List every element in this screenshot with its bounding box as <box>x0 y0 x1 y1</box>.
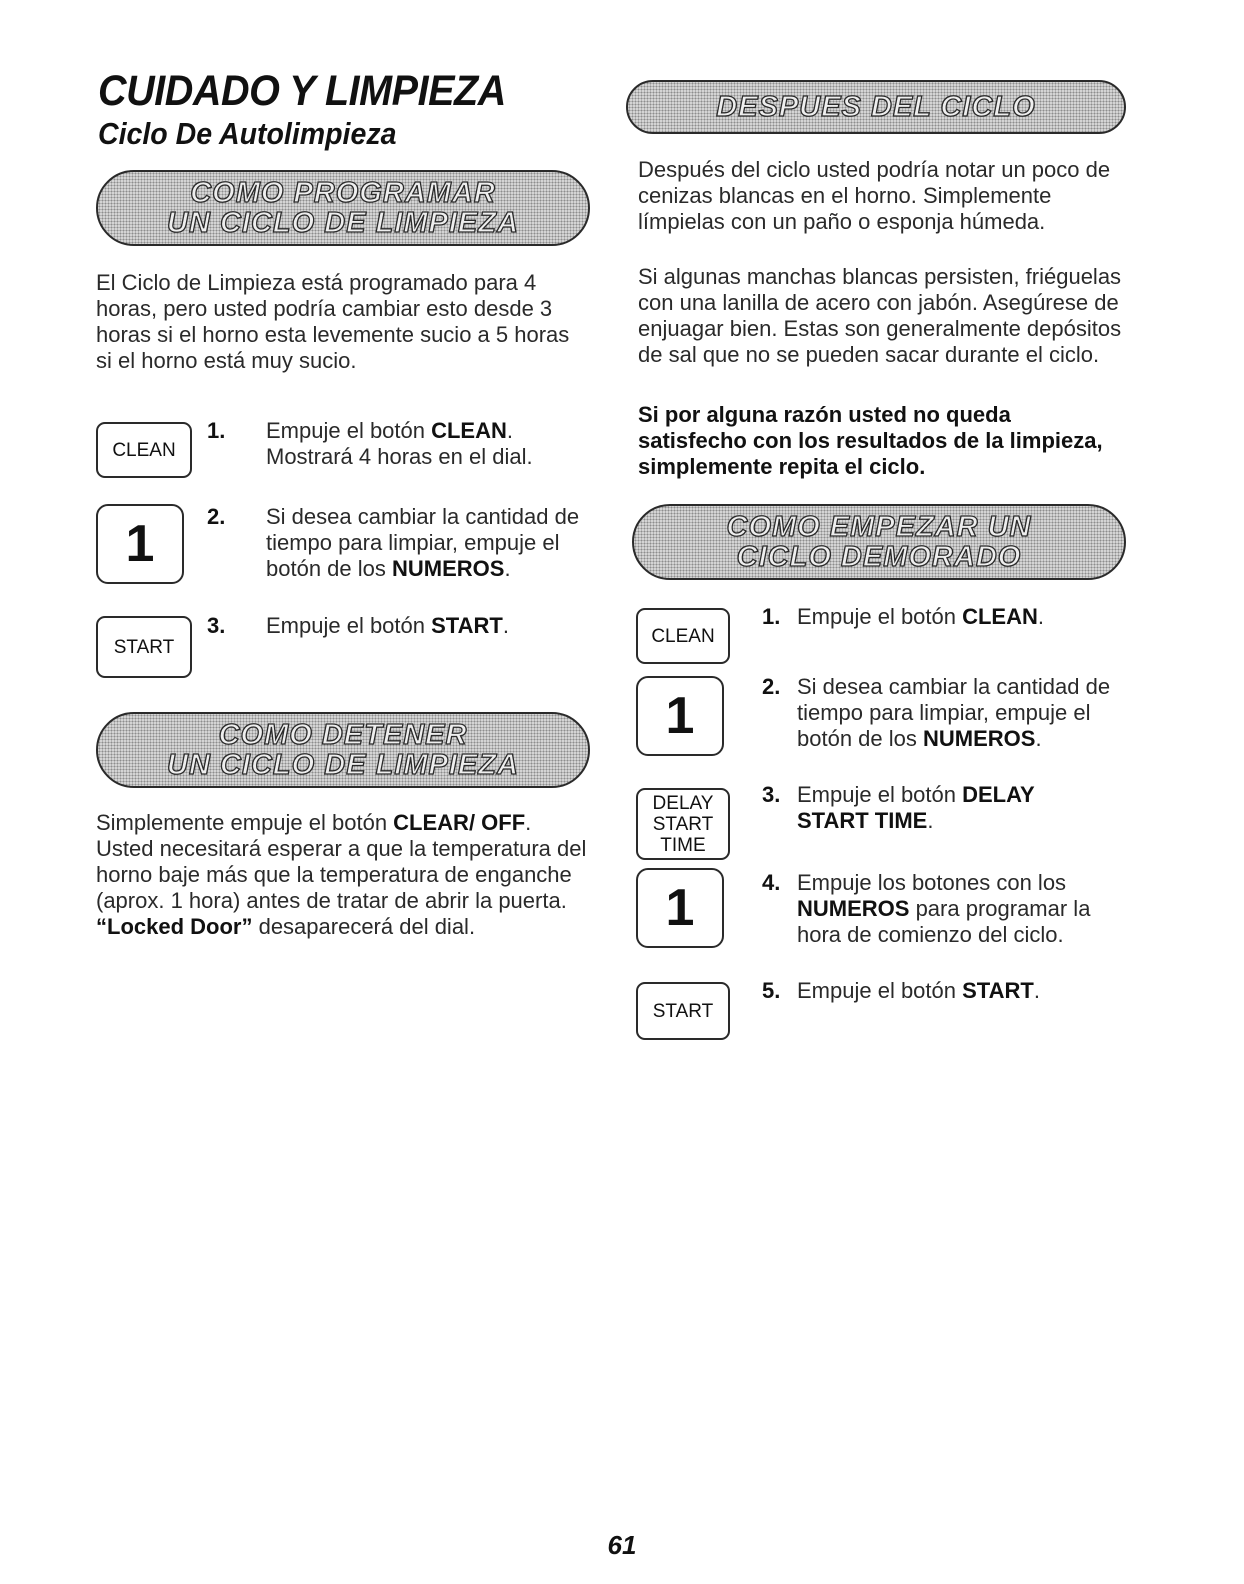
clean-key-icon: CLEAN <box>96 422 192 478</box>
step-text: Empuje el botón START. <box>266 613 509 638</box>
step-number: 1. <box>762 604 781 629</box>
program-banner-line1: COMO PROGRAMAR <box>190 177 496 209</box>
step-text: Empuje el botón START. <box>797 978 1040 1003</box>
step-number: 2. <box>207 504 226 529</box>
stop-banner-line1: COMO DETENER <box>218 719 468 751</box>
after-cycle-banner <box>626 80 1126 134</box>
delay-key-line1: DELAY <box>652 792 714 814</box>
step-number: 5. <box>762 978 781 1003</box>
step-number: 4. <box>762 870 781 895</box>
program-intro-text: El Ciclo de Limpieza está programado para 4 horas, pero usted podría cambiar esto desde 3 horas si el horno esta levemente sucio a 5 horas si el horno está muy sucio. <box>96 270 570 373</box>
stop-banner-line2: UN CICLO DE LIMPIEZA <box>167 749 519 781</box>
step-number: 3. <box>762 782 781 807</box>
after-banner-line1: DESPUES DEL CICLO <box>716 91 1036 123</box>
after-cycle-text-2: Si algunas manchas blancas persisten, friéguelas con una lanilla de acero con jabón. Asegúrese de enjuagar bien. Estas son generalmente depósitos de sal que no se pueden sacar durante el ciclo. <box>638 264 1122 367</box>
step-text: Empuje el botón CLEAN. Mostrará 4 horas en el dial. <box>266 418 533 469</box>
number-key-icon: 1 <box>96 504 184 584</box>
start-key-icon: START <box>636 982 730 1040</box>
delay-cycle-banner <box>632 504 1126 580</box>
number-key-icon: 1 <box>636 676 724 756</box>
delay-banner-line1: COMO EMPEZAR UN <box>726 511 1032 543</box>
step-number: 1. <box>207 418 226 443</box>
number-key-icon: 1 <box>636 868 724 948</box>
clean-key-icon: CLEAN <box>636 608 730 664</box>
program-banner-line2: UN CICLO DE LIMPIEZA <box>167 207 519 239</box>
delay-key-line3: TIME <box>660 834 706 856</box>
stop-cycle-text: Simplemente empuje el botón CLEAR/ OFF. Usted necesitará esperar a que la temperatura del horno baje más que la temperatura de enganche (aprox. 1 hora) antes de tratar de abrir la puerta. “Locked Door” desaparecerá del dial. <box>96 810 587 939</box>
delay-banner-line2: CICLO DEMORADO <box>736 541 1022 573</box>
delay-start-time-key-icon <box>636 788 730 860</box>
page-title: CUIDADO Y LIMPIEZA <box>98 67 506 115</box>
start-key-icon: START <box>96 616 192 678</box>
step-text: Empuje el botón DELAY START TIME. <box>797 782 1035 833</box>
stop-cycle-banner <box>96 712 590 788</box>
step-number: 2. <box>762 674 781 699</box>
step-text: Si desea cambiar la cantidad de tiempo para limpiar, empuje el botón de los NUMEROS. <box>266 504 580 581</box>
step-text: Empuje los botones con los NUMEROS para programar la hora de comienzo del ciclo. <box>797 870 1091 947</box>
delay-key-line2: START <box>652 813 714 835</box>
after-cycle-bold-note: Si por alguna razón usted no queda satisfecho con los resultados de la limpieza, simplemente repita el ciclo. <box>638 402 1103 479</box>
step-number: 3. <box>207 613 226 638</box>
step-text: Empuje el botón CLEAN. <box>797 604 1045 629</box>
after-cycle-text-1: Después del ciclo usted podría notar un poco de cenizas blancas en el horno. Simplemente límpielas con un paño o esponja húmeda. <box>638 157 1111 234</box>
step-text: Si desea cambiar la cantidad de tiempo para limpiar, empuje el botón de los NUMEROS. <box>797 674 1111 751</box>
program-cycle-banner <box>96 170 590 246</box>
page-number: 61 <box>607 1530 637 1560</box>
page-subtitle: Ciclo De Autolimpieza <box>98 116 397 151</box>
